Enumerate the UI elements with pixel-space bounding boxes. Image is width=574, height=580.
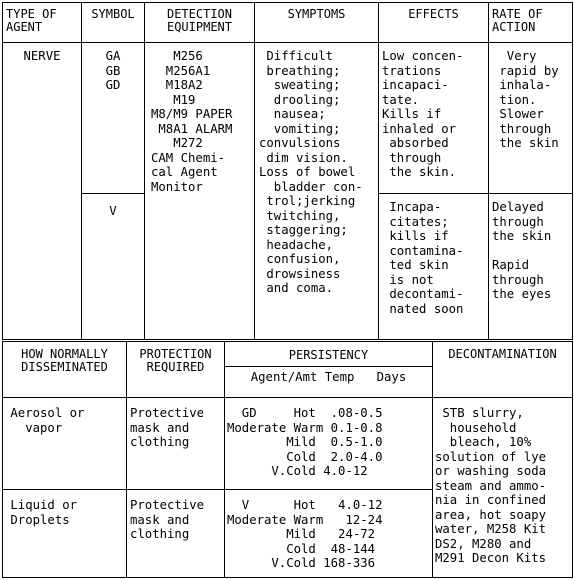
header-type-of-agent: TYPE OF AGENT <box>3 3 82 43</box>
header-decontamination: DECONTAMINATION <box>433 342 573 398</box>
rate-of-action-v-series: Delayed through the skin Rapid through the eyes <box>489 194 573 340</box>
agent-type: NERVE <box>3 43 82 340</box>
header-persistency: PERSISTENCY <box>288 348 369 362</box>
header-detection-equipment: DETECTION EQUIPMENT <box>145 3 255 43</box>
header-how-disseminated: HOW NORMALLY DISSEMINATED <box>3 342 127 398</box>
header-persistency-group <box>225 342 433 398</box>
persistency-aerosol: GD Hot .08-0.5 Moderate Warm 0.1-0.8 Mild 0.5-1.0 Cold 2.0-4.0 V.Cold 4.0-12 <box>225 398 433 490</box>
header-rate-of-action: RATE OF ACTION <box>489 3 573 43</box>
header-persistency-columns: Agent/Amt Temp Days <box>225 366 432 387</box>
dissemination-liquid: Liquid or Droplets <box>3 490 127 578</box>
nerve-agent-table <box>2 2 573 340</box>
rate-of-action-g-series: Very rapid by inhala- tion. Slower through the skin <box>489 43 573 194</box>
symptoms-list: Difficult breathing; sweating; drooling; nausea; vomiting; convulsions dim vision. Loss of bowel bladder con- trol;jerking twitching, staggering; headache, confusion, drowsiness and coma. <box>255 43 379 340</box>
effects-g-series: Low concen- trations incapaci- tate. Kills if inhaled or absorbed through the skin. <box>379 43 489 194</box>
symbol-v-series: V <box>82 194 145 340</box>
header-symbol: SYMBOL <box>82 3 145 43</box>
persistency-liquid: V Hot 4.0-12 Moderate Warm 12-24 Mild 24-72 Cold 48-144 V.Cold 168-336 <box>225 490 433 578</box>
dissemination-table <box>2 341 573 578</box>
protection-aerosol: Protective mask and clothing <box>127 398 225 490</box>
header-effects: EFFECTS <box>379 3 489 43</box>
decontamination-methods: STB slurry, household bleach, 10% solution of lye or washing soda steam and ammo- nia in confined area, hot soapy water, M258 Kit DS2, M280 and M291 Decon Kits <box>433 398 573 578</box>
symbol-g-series: GA GB GD <box>82 43 145 194</box>
header-protection-required: PROTECTION REQUIRED <box>127 342 225 398</box>
header-symptoms: SYMPTOMS <box>255 3 379 43</box>
detection-equipment-list: M256 M256A1 M18A2 M19 M8/M9 PAPER M8A1 ALARM M272 CAM Chemi- cal Agent Monitor <box>145 43 255 340</box>
protection-liquid: Protective mask and clothing <box>127 490 225 578</box>
effects-v-series: Incapa- citates; kills if contamina- ted skin is not decontami- nated soon <box>379 194 489 340</box>
dissemination-aerosol: Aerosol or vapor <box>3 398 127 490</box>
